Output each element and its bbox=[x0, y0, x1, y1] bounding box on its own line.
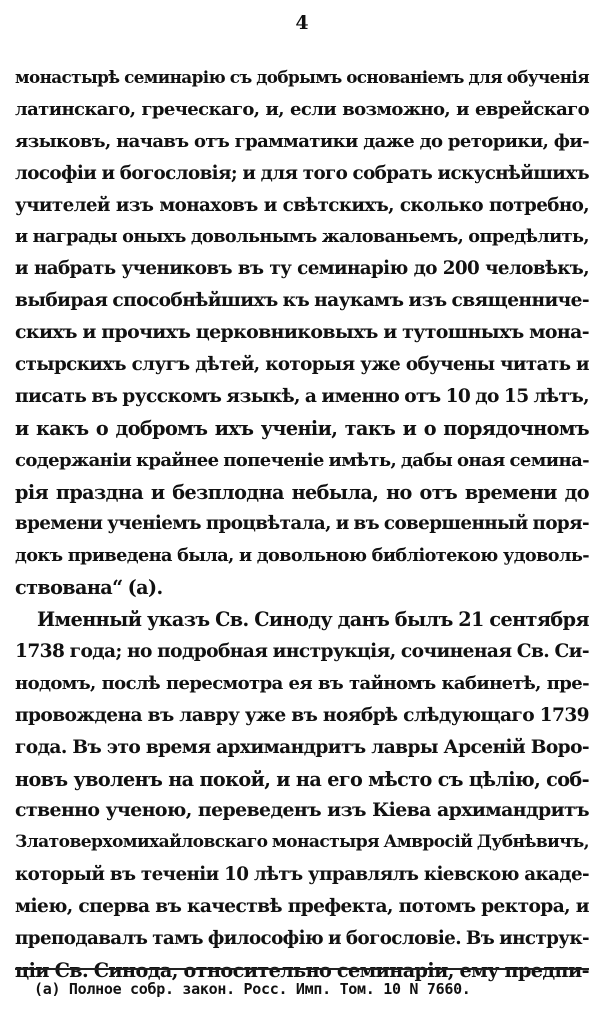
text-line: языковъ, начавъ отъ грамматики даже до реторики, фи- bbox=[15, 130, 589, 152]
text-line: лософіи и богословія; и для того собрать искуснѣйшихъ bbox=[15, 162, 589, 184]
text-line: года. Въ это время архимандритъ лавры Арсеній Воро- bbox=[15, 736, 589, 758]
text-line: и набрать учениковъ въ ту семинарію до 200 человѣкъ, bbox=[15, 258, 589, 280]
paragraph-end-line: ствована“ (а). bbox=[15, 576, 163, 600]
text-line: стырскихъ слугъ дѣтей, которыя уже обучены читать и bbox=[15, 354, 589, 376]
footnote: (а) Полное собр. закон. Росс. Имп. Том. 10 N 7660. bbox=[34, 980, 471, 998]
text-line: нодомъ, послѣ пересмотра ея въ тайномъ кабинетѣ, пре- bbox=[15, 672, 589, 694]
text-line: который въ теченіи 10 лѣтъ управлялъ кіевскою акаде- bbox=[15, 864, 589, 886]
text-line: содержаніи крайнее попеченіе имѣть, дабы оная семина- bbox=[15, 449, 589, 471]
text-line: ственно ученою, переведенъ изъ Кіева архимандритъ bbox=[15, 799, 589, 822]
text-line: провождена въ лавру уже въ ноябрѣ слѣдующаго 1739 bbox=[15, 704, 589, 726]
text-line: писать въ русскомъ языкѣ, а именно отъ 10 до 15 лѣтъ, bbox=[15, 385, 589, 407]
text-line: латинскаго, греческаго, и, если возможно, и еврейскаго bbox=[15, 98, 589, 120]
text-line: преподавалъ тамъ философію и богословіе. Въ инструк- bbox=[15, 928, 589, 950]
text-line: и награды оныхъ довольнымъ жалованьемъ, опредѣлить, bbox=[15, 226, 589, 248]
text-line: скихъ и прочихъ церковниковыхъ и тутошныхъ мона- bbox=[15, 321, 589, 344]
text-line: міею, сперва въ качествѣ префекта, потомъ ректора, и bbox=[15, 896, 589, 918]
paragraph-start-line: Именный указъ Св. Синоду данъ былъ 21 сентября bbox=[37, 608, 589, 632]
text-line: и какъ о добромъ ихъ ученіи, такъ и о порядочномъ bbox=[15, 416, 589, 440]
text-line: выбирая способнѣйшихъ къ наукамъ изъ священничe- bbox=[15, 290, 589, 312]
text-line: новъ уволенъ на покой, и на его мѣсто съ цѣлію, соб- bbox=[15, 767, 589, 791]
text-line: учителей изъ монаховъ и свѣтскихъ, сколько потребно, bbox=[15, 194, 589, 216]
body-text bbox=[15, 62, 589, 987]
text-line: 1738 года; но подробная инструкція, сочиненая Св. Си- bbox=[15, 641, 589, 663]
page-number: 4 bbox=[295, 12, 309, 34]
text-line: монастырѣ семинарію съ добрымъ основаніемъ для обученія bbox=[15, 67, 589, 87]
text-line: докъ приведена была, и довольною библіотекою удоволь- bbox=[15, 545, 589, 567]
text-line: времени ученіемъ процвѣтала, и въ совершенный поря- bbox=[15, 513, 589, 535]
text-line: рія праздна и безплодна небыла, но отъ времени до bbox=[15, 480, 589, 504]
footnote-divider bbox=[15, 968, 589, 970]
text-line: ціи Св. Синода, относительно семинаріи, ему предпи- bbox=[15, 958, 589, 982]
text-line: Златоверхомихайловскаго монастыря Амвросій Дубнѣвичъ, bbox=[15, 832, 589, 853]
